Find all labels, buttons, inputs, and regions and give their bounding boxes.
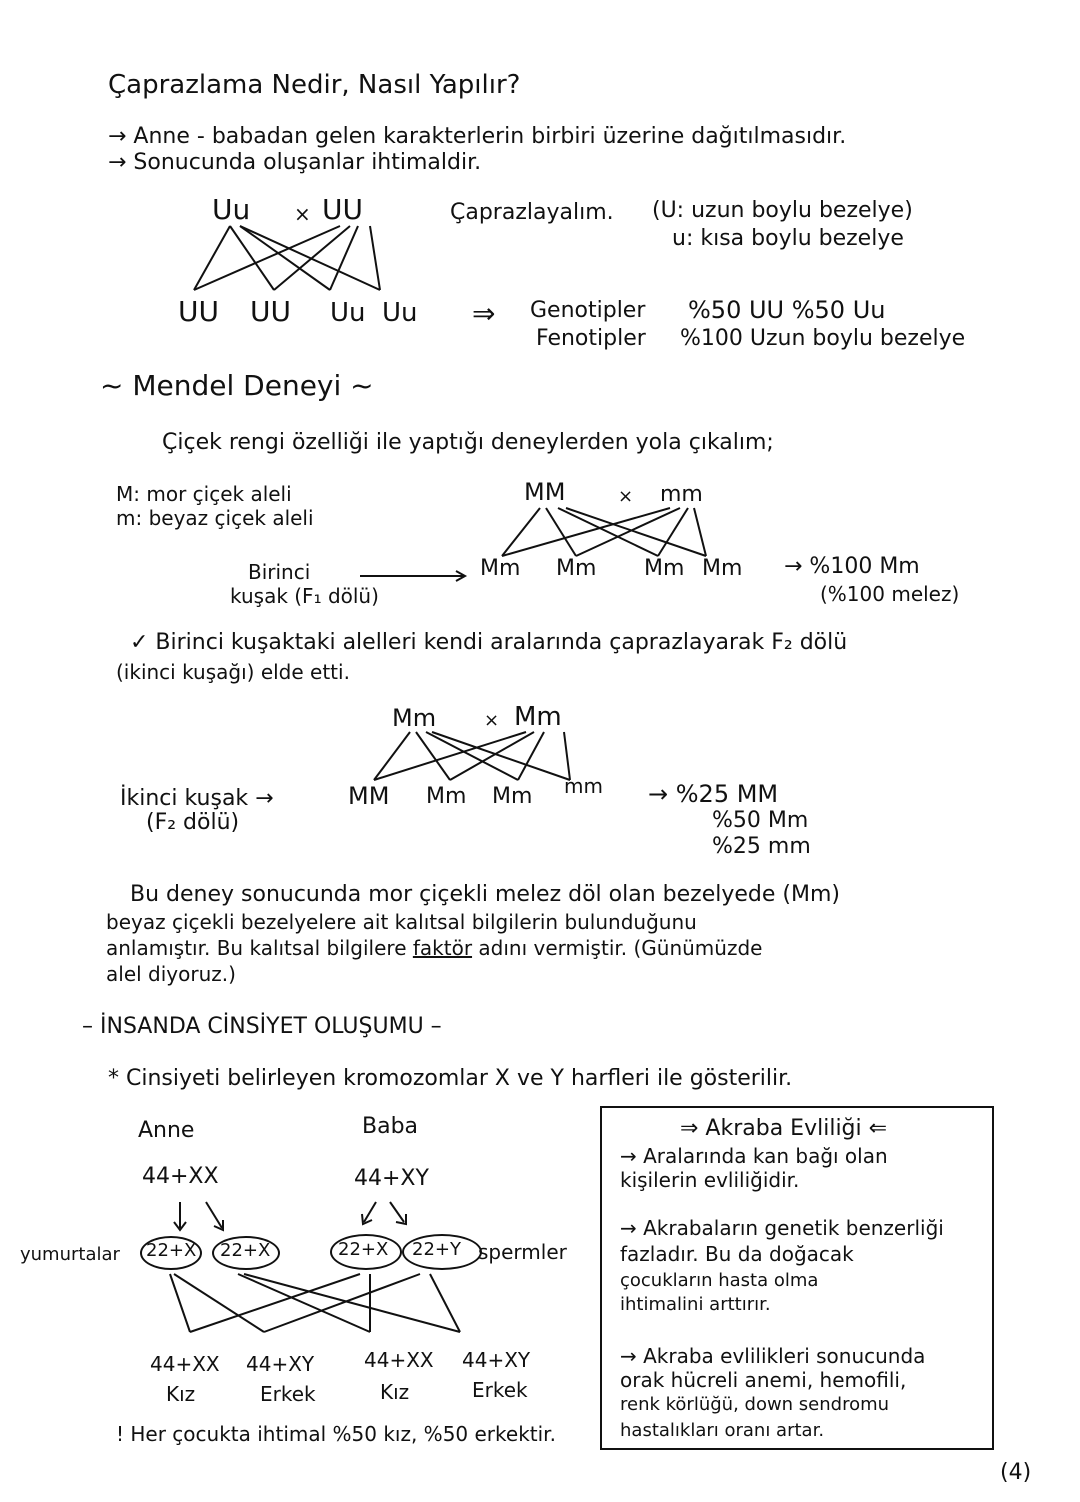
- offspring-1: UU: [178, 295, 219, 328]
- f2-offspring-2: Mm: [426, 784, 467, 809]
- box-diseases-2: orak hücreli anemi, hemofili,: [620, 1368, 907, 1392]
- f2-parent2: Mm: [514, 702, 562, 732]
- box-diseases-1: → Akraba evlilikleri sonucunda: [620, 1344, 926, 1368]
- implies-arrow: ⇒: [472, 297, 496, 330]
- parent1-genotype: Uu: [212, 193, 251, 226]
- child-2-karyotype: 44+XY: [246, 1352, 315, 1376]
- f2-result-2: %50 Mm: [712, 808, 809, 833]
- f2-offspring-4: mm: [564, 774, 603, 798]
- f1-offspring-3: Mm: [644, 556, 685, 581]
- f1-label-line2: kuşak (F₁ dölü): [230, 584, 379, 608]
- crossing-definition: → Anne - babadan gelen karakterlerin birbiri üzerine dağıtılmasıdır.: [108, 124, 847, 149]
- parent2-genotype: UU: [322, 193, 363, 226]
- legend-short: u: kısa boylu bezelye: [672, 226, 904, 251]
- factor-term: faktör: [412, 936, 473, 960]
- mendel-title: ~ Mendel Deneyi ~: [100, 369, 374, 402]
- box-title: ⇒ Akraba Evliliği ⇐: [680, 1116, 888, 1141]
- crossing-title: Çaprazlama Nedir, Nasıl Yapılır?: [108, 70, 521, 100]
- box-similarity-1: → Akrabaların genetik benzerliği: [620, 1216, 944, 1240]
- f2-cross-symbol: ×: [484, 710, 500, 731]
- box-definition-2: kişilerin evliliğidir.: [620, 1168, 800, 1192]
- child-3-karyotype: 44+XX: [364, 1348, 434, 1372]
- box-similarity-4: ihtimalini arttırır.: [620, 1294, 771, 1315]
- probability-note: ! Her çocukta ihtimal %50 kız, %50 erkektir.: [116, 1422, 556, 1446]
- offspring-4: Uu: [382, 298, 418, 328]
- f1-offspring-4: Mm: [702, 556, 743, 581]
- phenotype-values: %100 Uzun boylu bezelye: [680, 326, 966, 351]
- conclusion-line4: alel diyoruz.): [106, 962, 236, 986]
- f2-label-line1: İkinci kuşak →: [120, 786, 274, 811]
- legend-tall: (U: uzun boylu bezelye): [652, 198, 913, 223]
- child-4-karyotype: 44+XY: [462, 1348, 531, 1372]
- father-karyotype: 44+XY: [354, 1166, 429, 1191]
- mother-label: Anne: [138, 1118, 195, 1143]
- phenotype-label: Fenotipler: [536, 326, 646, 351]
- f2-result-1: → %25 MM: [648, 780, 779, 808]
- sperm-2: 22+Y: [412, 1239, 461, 1260]
- conclusion-line3-end: adını vermiştir. (Günümüzde: [478, 936, 763, 960]
- cross-label: Çaprazlayalım.: [450, 200, 614, 225]
- p-cross-symbol: ×: [618, 486, 634, 507]
- sex-determination-title: – İNSANDA CİNSİYET OLUŞUMU –: [82, 1014, 442, 1039]
- box-diseases-3: renk körlüğü, down sendromu: [620, 1394, 890, 1415]
- conclusion-line1: Bu deney sonucunda mor çiçekli melez döl olan bezelyede (Mm): [130, 882, 840, 907]
- f1-result: → %100 Mm: [784, 554, 920, 579]
- box-similarity-2: fazladır. Bu da doğacak: [620, 1242, 854, 1266]
- conclusion-line3: [106, 938, 762, 958]
- father-label: Baba: [362, 1114, 419, 1139]
- genotype-values: %50 UU %50 Uu: [688, 296, 886, 324]
- child-3-sex: Kız: [380, 1380, 410, 1404]
- mother-karyotype: 44+XX: [142, 1164, 219, 1189]
- child-4-sex: Erkek: [472, 1378, 528, 1402]
- punnett-lines-1: [170, 222, 410, 302]
- egg-1: 22+X: [146, 1240, 197, 1261]
- f2-explanation-line1: ✓ Birinci kuşaktaki alelleri kendi aralarında çaprazlayarak F₂ dölü: [130, 630, 848, 655]
- child-2-sex: Erkek: [260, 1382, 316, 1406]
- p-parent2: mm: [660, 482, 703, 507]
- f1-result-hybrid: (%100 melez): [820, 582, 960, 606]
- allele-recessive: m: beyaz çiçek aleli: [116, 506, 314, 530]
- punnett-lines-3: [350, 730, 590, 786]
- conclusion-line2: beyaz çiçekli bezelyelere ait kalıtsal bilgilerin bulunduğunu: [106, 910, 697, 934]
- punnett-lines-2: [480, 506, 740, 562]
- cross-symbol: ×: [294, 202, 311, 226]
- f2-offspring-1: MM: [348, 782, 390, 810]
- f2-explanation-line2: (ikinci kuşağı) elde etti.: [116, 660, 350, 684]
- f1-offspring-2: Mm: [556, 556, 597, 581]
- box-similarity-3: çocukların hasta olma: [620, 1270, 819, 1291]
- f2-offspring-3: Mm: [492, 784, 533, 809]
- eggs-label: yumurtalar: [20, 1244, 120, 1265]
- f1-offspring-1: Mm: [480, 556, 521, 581]
- f2-parent1: Mm: [392, 704, 437, 732]
- allele-dominant: M: mor çiçek aleli: [116, 482, 292, 506]
- egg-2: 22+X: [220, 1240, 271, 1261]
- box-diseases-4: hastalıkları oranı artar.: [620, 1420, 825, 1441]
- conclusion-line3-start: anlamıştır. Bu kalıtsal bilgilere: [106, 936, 407, 960]
- page-number: (4): [1000, 1460, 1032, 1485]
- sperm-1: 22+X: [338, 1239, 389, 1260]
- child-1-sex: Kız: [166, 1382, 196, 1406]
- child-1-karyotype: 44+XX: [150, 1352, 220, 1376]
- box-definition-1: → Aralarında kan bağı olan: [620, 1144, 888, 1168]
- f2-label-line2: (F₂ dölü): [146, 810, 240, 835]
- crossing-note: → Sonucunda oluşanlar ihtimaldir.: [108, 150, 482, 175]
- offspring-3: Uu: [330, 298, 366, 328]
- f1-label-line1: Birinci: [248, 560, 311, 584]
- f2-result-3: %25 mm: [712, 834, 811, 859]
- f1-arrow: [360, 570, 470, 582]
- sex-chromosome-intro: * Cinsiyeti belirleyen kromozomlar X ve Y harfleri ile gösterilir.: [108, 1066, 793, 1091]
- gamete-arrows: [160, 1198, 420, 1238]
- p-parent1: MM: [524, 478, 566, 506]
- offspring-2: UU: [250, 295, 291, 328]
- genotype-label: Genotipler: [530, 298, 646, 323]
- sperms-label: spermler: [478, 1240, 567, 1264]
- fertilization-lines: [160, 1270, 520, 1340]
- mendel-intro: Çiçek rengi özelliği ile yaptığı deneylerden yola çıkalım;: [162, 430, 774, 455]
